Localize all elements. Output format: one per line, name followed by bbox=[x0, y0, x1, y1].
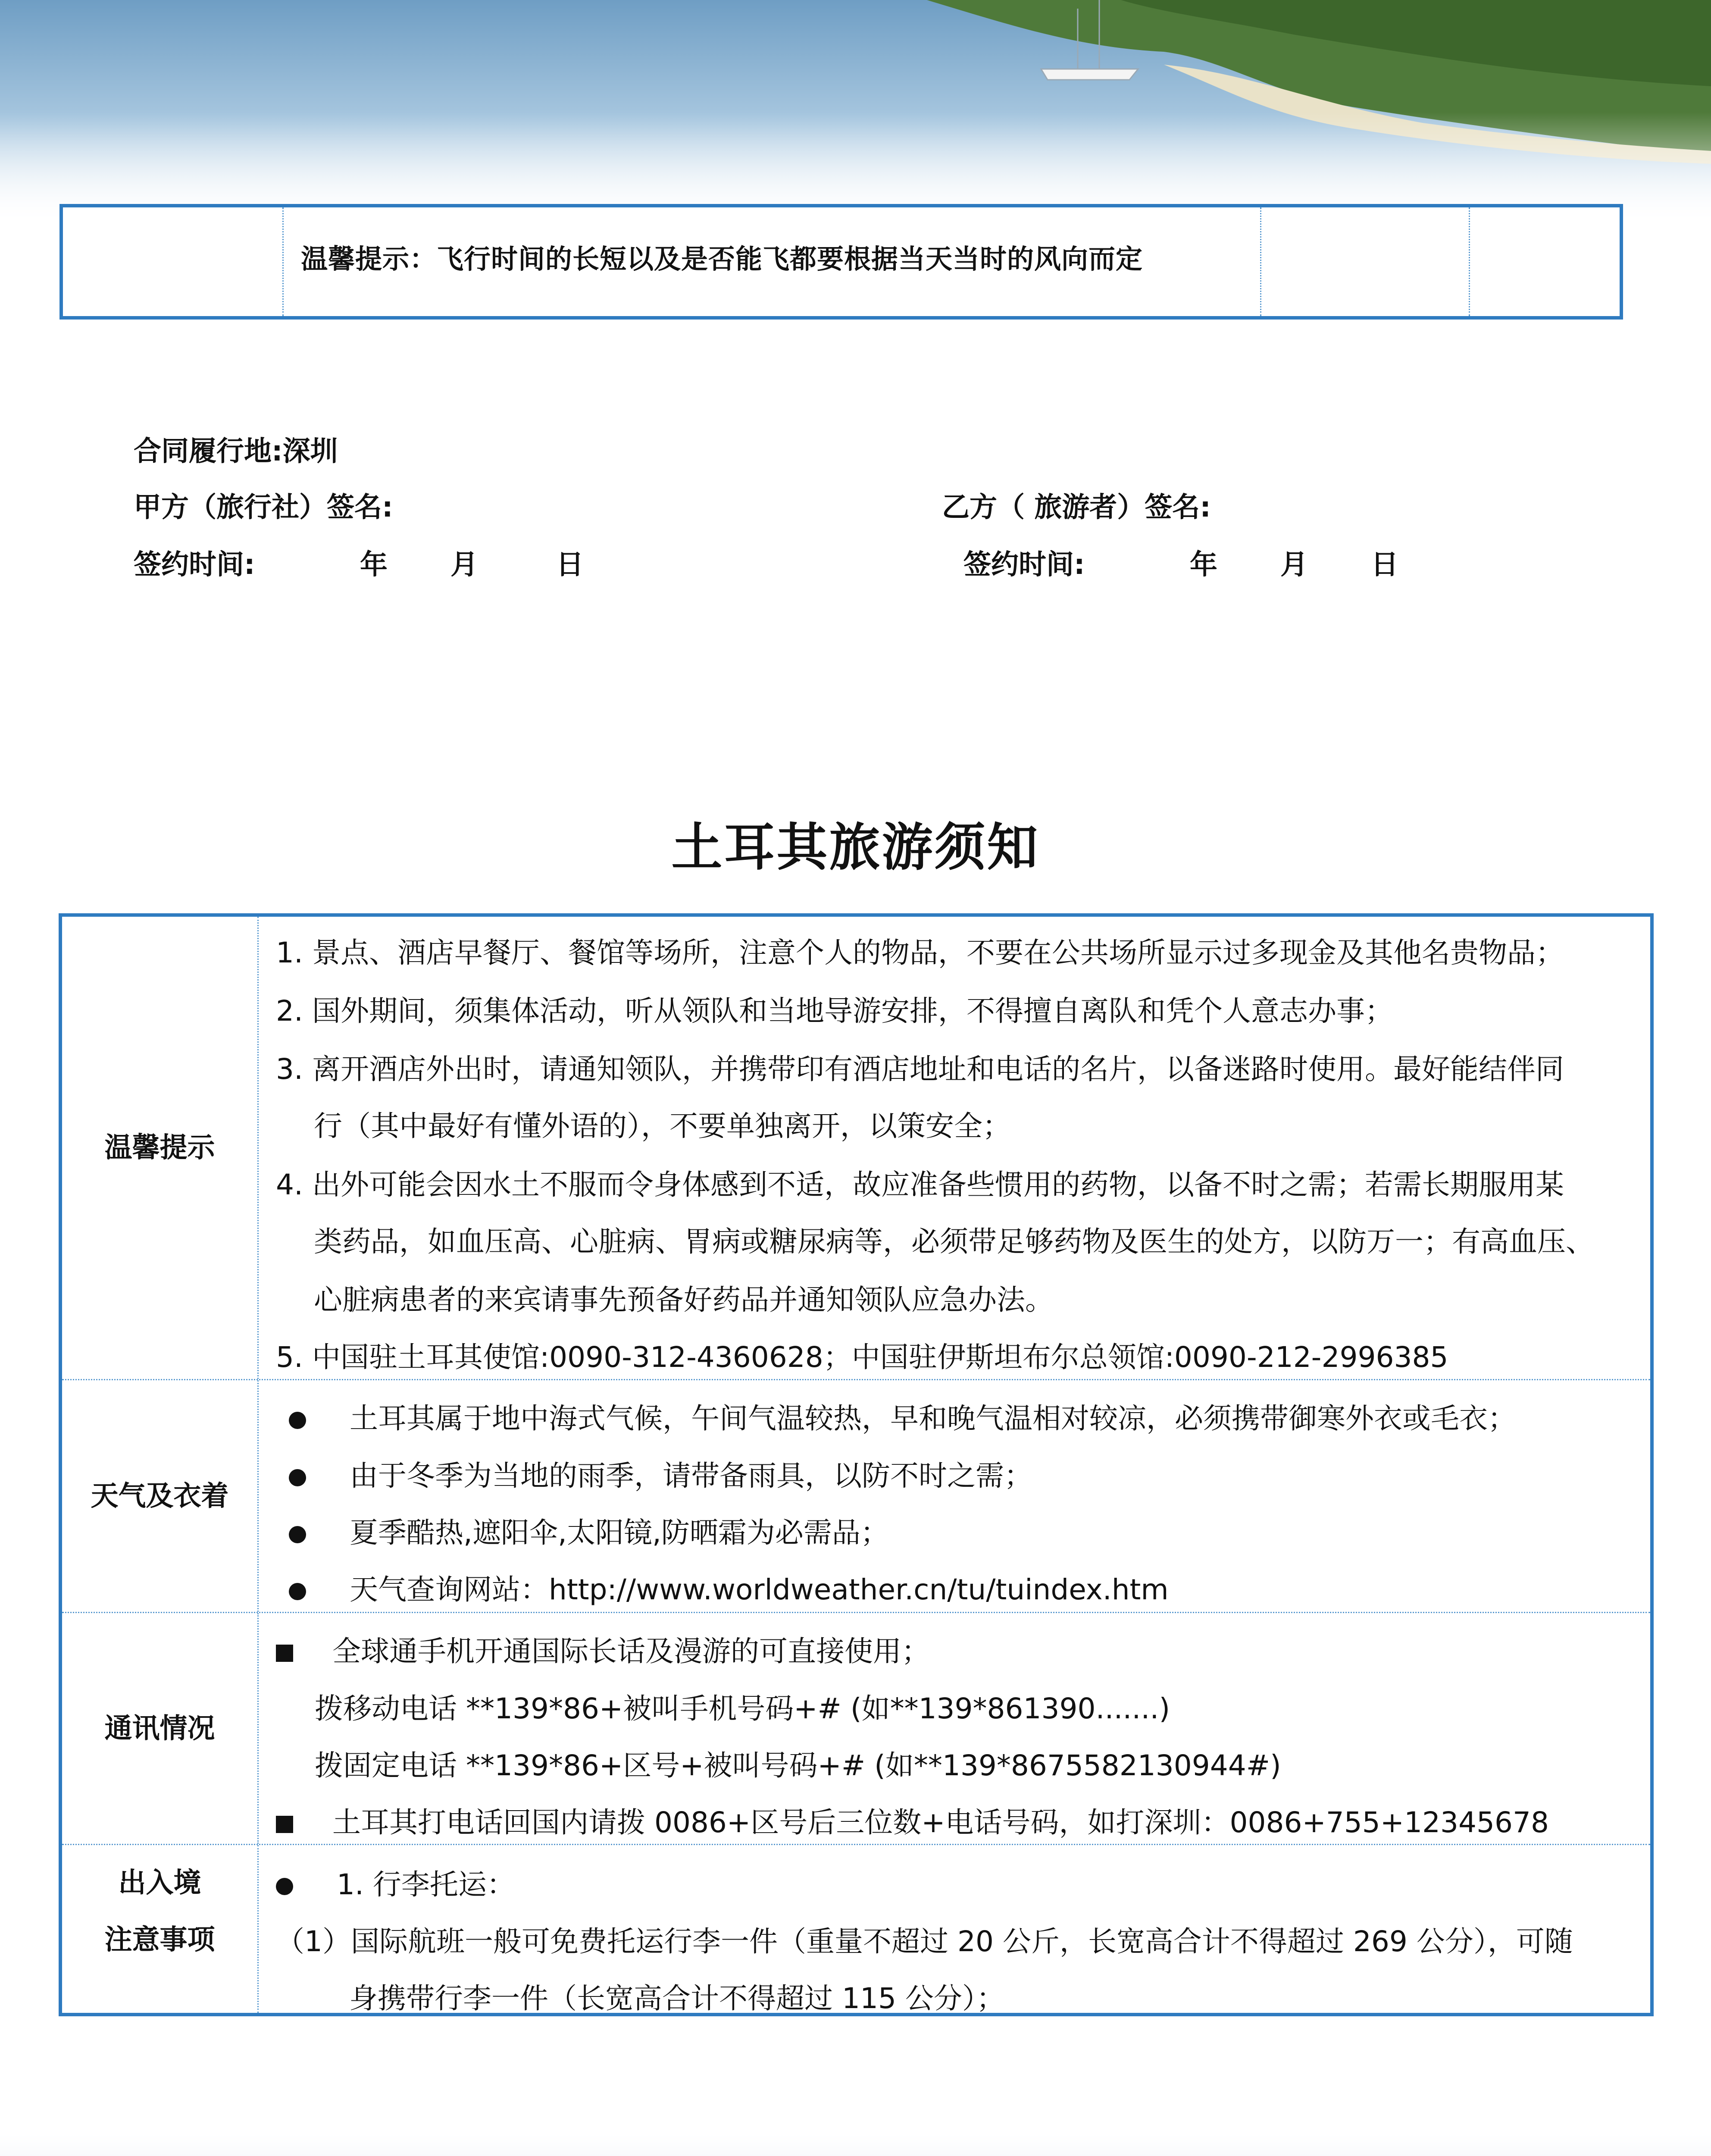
list-item-continuation: 类药品，如血压高、心脏病、胃病或糖尿病等，必须带足够药物及医生的处方，以防万一；有高血压、 bbox=[314, 1225, 1594, 1258]
party-b-signature-label: 乙方（ 旅游者）签名: bbox=[942, 492, 1211, 523]
list-item: 3. 离开酒店外出时，请通知领队，并携带印有酒店地址和电话的名片，以备迷路时使用。最好能结伴同 bbox=[276, 1053, 1564, 1086]
section-weather-clothing bbox=[62, 1379, 1650, 1612]
section-heading: 通讯情况 bbox=[104, 1712, 215, 1745]
top-banner-image bbox=[0, 0, 1711, 224]
party-a-day-label: 日 bbox=[556, 549, 584, 581]
list-item: 土耳其打电话回国内请拨 0086+区号后三位数+电话号码，如打深圳：0086+755+12345678 bbox=[276, 1799, 1549, 1840]
list-item: 1. 景点、酒店早餐厅、餐馆等场所，注意个人的物品，不要在公共场所显示过多现金及其他名贵物品； bbox=[276, 936, 1564, 969]
bullet-dot-icon bbox=[289, 1412, 306, 1429]
list-item: 1. 行李托运： bbox=[276, 1861, 515, 1902]
party-a-year-label: 年 bbox=[360, 549, 388, 581]
bullet-dot-icon bbox=[289, 1583, 306, 1600]
bullet-dot-icon bbox=[276, 1878, 293, 1895]
section-heading: 天气及衣着 bbox=[91, 1480, 229, 1512]
list-item: 全球通手机开通国际长话及漫游的可直接使用； bbox=[276, 1628, 930, 1669]
party-a-month-label: 月 bbox=[450, 549, 478, 581]
list-item: 土耳其属于地中海式气候，午间气温较热，早和晚气温相对较凉，必须携带御寒外衣或毛衣； bbox=[289, 1395, 1516, 1436]
tip-table-empty-cell bbox=[63, 207, 284, 316]
list-item-continuation: 心脏病患者的来宾请事先预备好药品并通知领队应急办法。 bbox=[314, 1283, 1054, 1316]
flight-tip-table bbox=[59, 204, 1623, 320]
list-item: 夏季酷热,遮阳伞,太阳镜,防晒霜为必需品； bbox=[289, 1510, 889, 1551]
bottom-banner-image bbox=[0, 2134, 1711, 2156]
list-item: 4. 出外可能会因水土不服而令身体感到不适，故应准备些惯用的药物，以备不时之需；若需长期服用某 bbox=[276, 1168, 1564, 1201]
tip-table-empty-cell bbox=[1470, 207, 1620, 316]
section-entry-exit bbox=[62, 1844, 1650, 2013]
page-title: 土耳其旅游须知 bbox=[671, 818, 1040, 877]
section-heading: 出入境 bbox=[118, 1867, 201, 1899]
list-item: 2. 国外期间，须集体活动，听从领队和当地导游安排，不得擅自离队和凭个人意志办事； bbox=[276, 994, 1393, 1028]
list-item: （1）国际航班一般可免费托运行李一件（重量不超过 20 公斤，长宽高合计不得超过 269 公分），可随 bbox=[276, 1925, 1573, 1958]
party-b-sign-time-label: 签约时间: bbox=[963, 549, 1085, 581]
contract-place: 合同履行地:深圳 bbox=[134, 436, 338, 467]
party-a-sign-time-label: 签约时间: bbox=[134, 549, 255, 581]
list-item-continuation: 行（其中最好有懂外语的），不要单独离开，以策安全； bbox=[314, 1109, 1011, 1143]
harbor-scene-icon bbox=[0, 2134, 1711, 2156]
travel-notes-table bbox=[59, 913, 1654, 2016]
bullet-dot-icon bbox=[289, 1526, 306, 1543]
section-heading: 温馨提示 bbox=[104, 1132, 215, 1164]
section-heading: 注意事项 bbox=[104, 1924, 215, 1956]
list-item-detail: 拨固定电话 **139*86+区号+被叫号码+# (如**139*8675582130944#) bbox=[315, 1749, 1281, 1782]
bullet-dot-icon bbox=[289, 1469, 306, 1486]
flight-tip-text: 温馨提示：飞行时间的长短以及是否能飞都要根据当天当时的风向而定 bbox=[284, 207, 1261, 316]
list-item-continuation: 身携带行李一件（长宽高合计不得超过 115 公分）； bbox=[349, 1982, 1005, 2015]
tip-table-empty-cell bbox=[1261, 207, 1470, 316]
bullet-square-icon bbox=[276, 1645, 293, 1662]
list-item: 天气查询网站：http://www.worldweather.cn/tu/tuindex.htm bbox=[289, 1567, 1169, 1608]
party-b-month-label: 月 bbox=[1280, 549, 1308, 581]
party-a-signature-label: 甲方（旅行社）签名: bbox=[134, 492, 393, 523]
list-item: 5. 中国驻土耳其使馆:0090-312-4360628；中国驻伊斯坦布尔总领馆:0090-212-2996385 bbox=[276, 1341, 1448, 1374]
section-warm-tips bbox=[62, 917, 1650, 1379]
party-b-year-label: 年 bbox=[1190, 549, 1217, 581]
bullet-square-icon bbox=[276, 1816, 293, 1833]
section-communication bbox=[62, 1612, 1650, 1844]
list-item-detail: 拨移动电话 **139*86+被叫手机号码+# (如**139*861390.......) bbox=[315, 1692, 1170, 1725]
list-item: 由于冬季为当地的雨季，请带备雨具，以防不时之需； bbox=[289, 1453, 1032, 1494]
party-b-day-label: 日 bbox=[1371, 549, 1398, 581]
coastal-scene-icon bbox=[0, 0, 1711, 224]
